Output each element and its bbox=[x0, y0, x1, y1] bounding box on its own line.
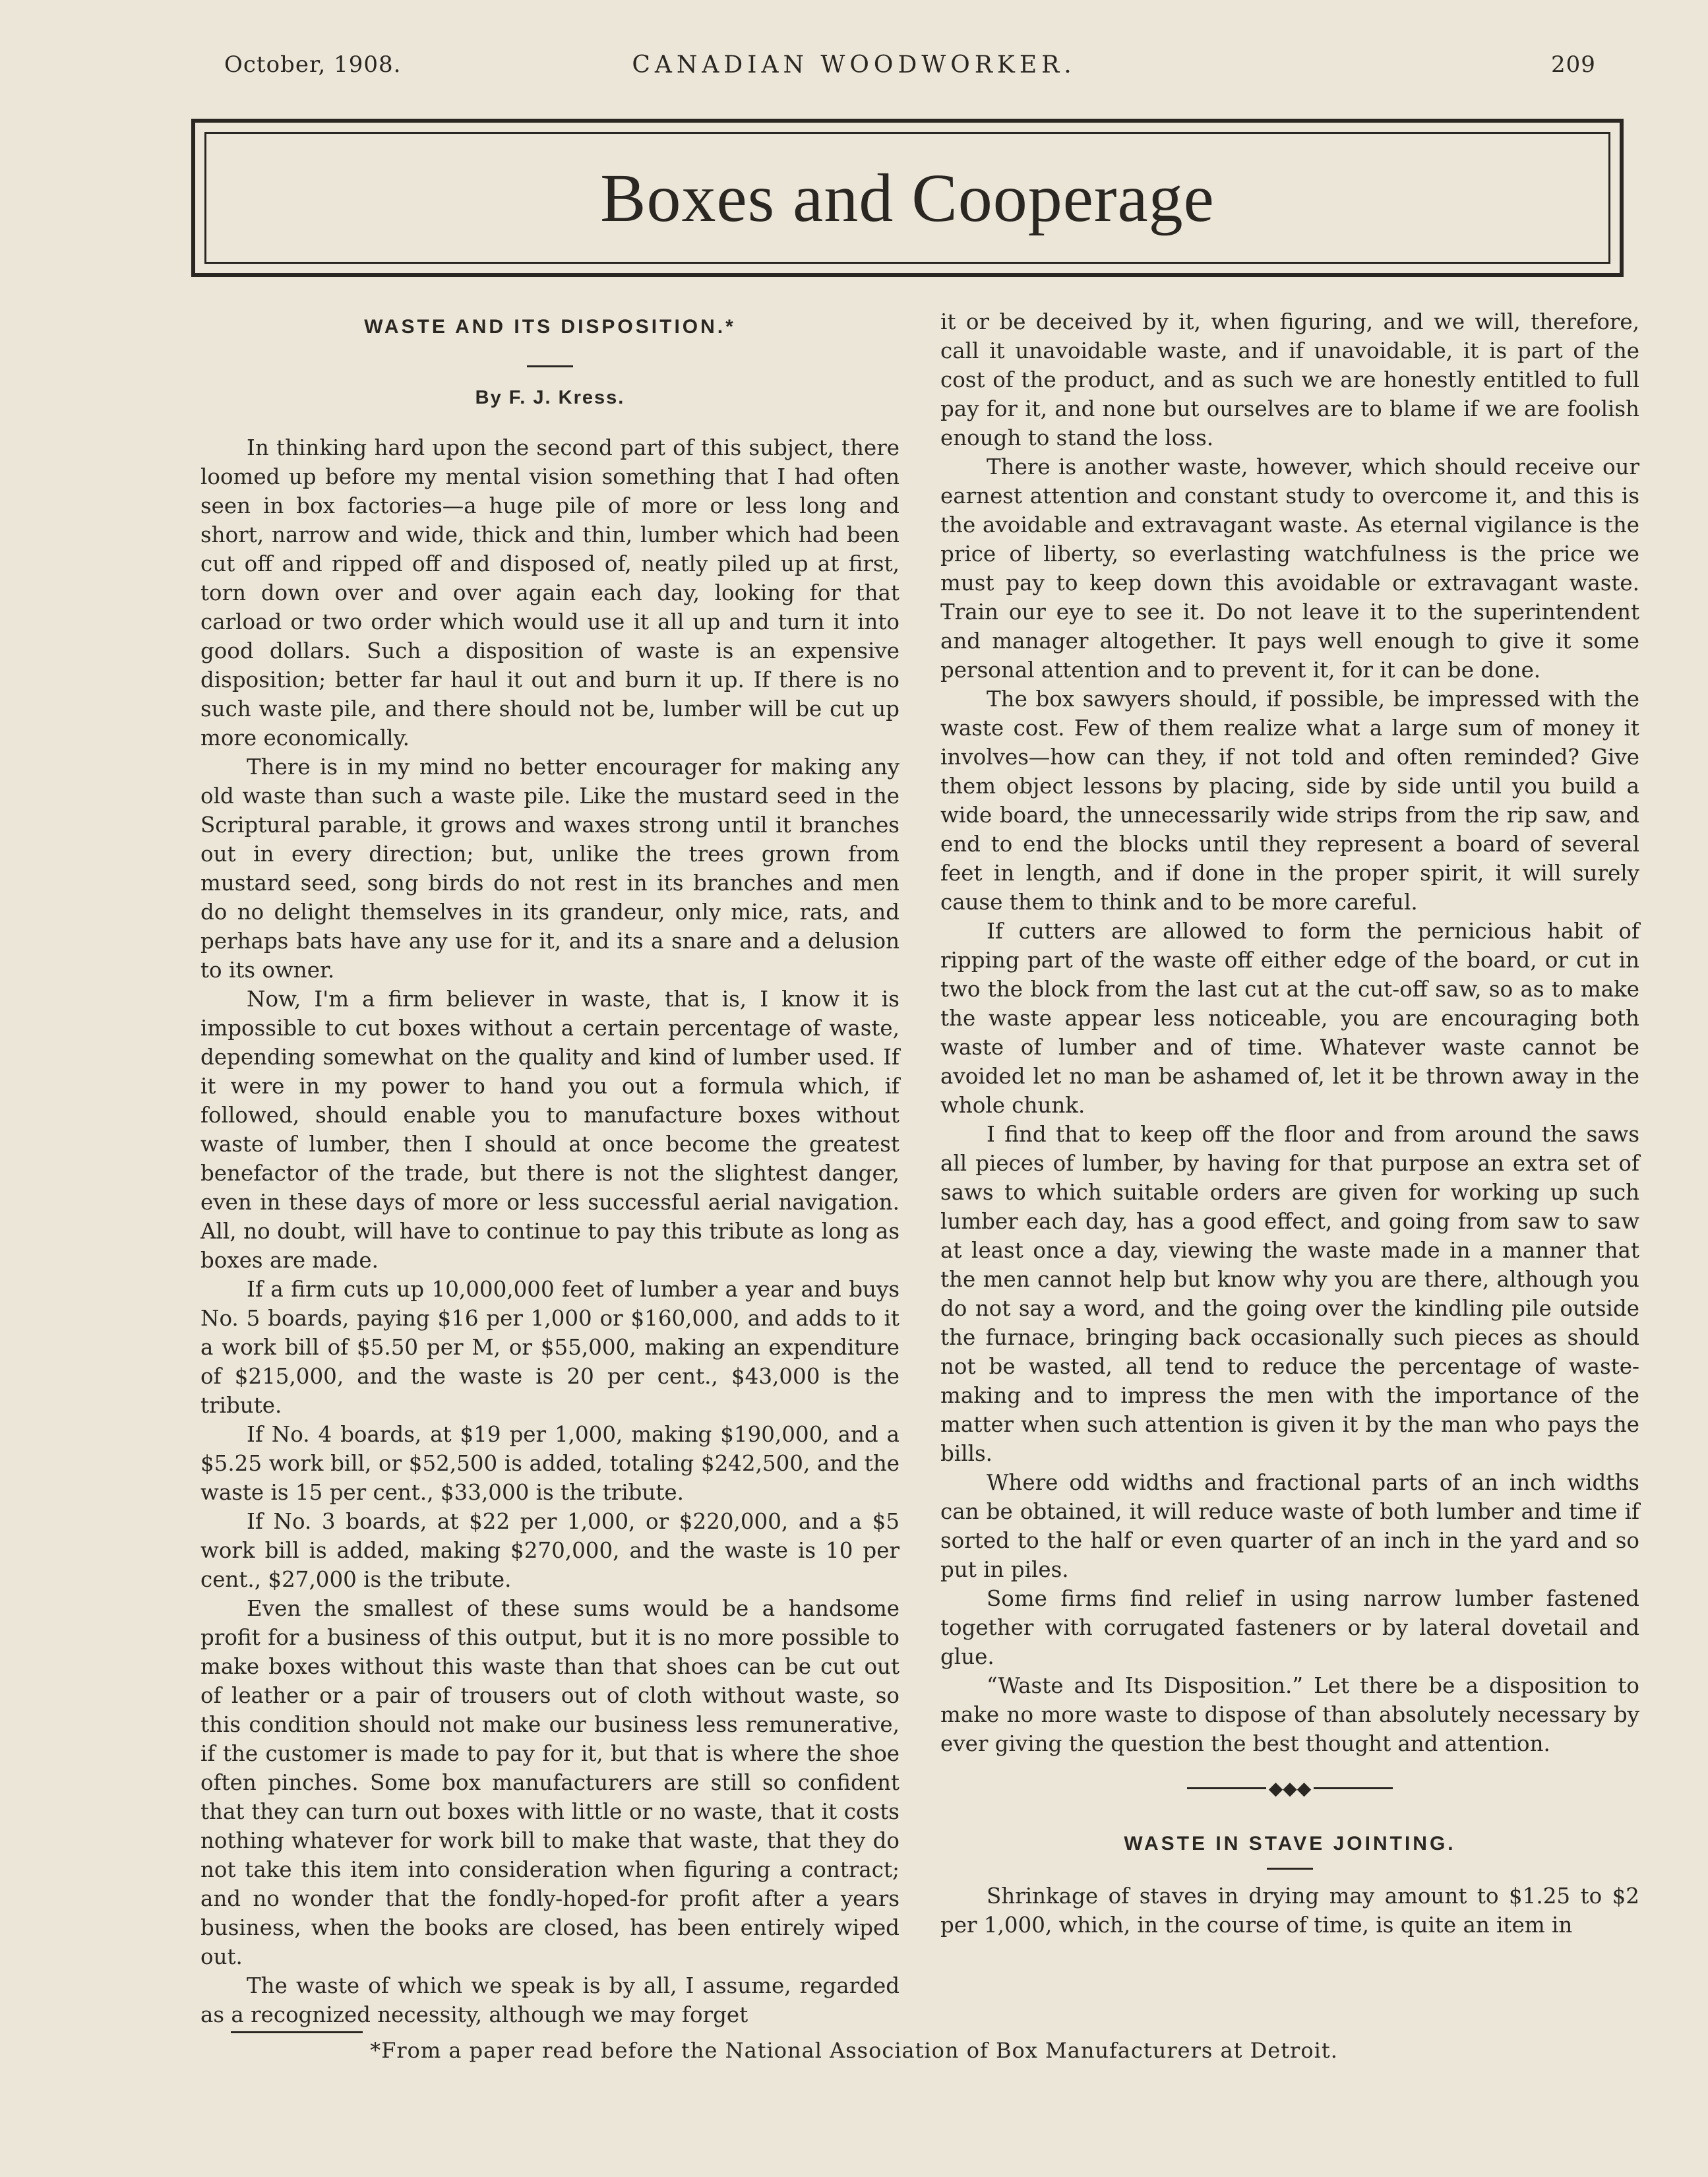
section-title: Boxes and Cooperage bbox=[600, 160, 1215, 236]
paragraph: Some firms find relief in using narrow lumber fastened together with corrugated fasteners or by lateral dovetail and glue. bbox=[940, 1586, 1639, 1669]
right-column bbox=[940, 307, 1639, 1940]
paragraph: Now, I'm a firm believer in waste, that is, I know it is impossible to cut boxes without a certain percentage of waste, depending somewhat on the quality and kind of lumber used. If it were in my power to hand you out a formula which, if followed, should enable you to manufacture boxes without waste of lumber, then I should at once become the greatest benefactor of the trade, but there is not the slightest danger, even in these days of more or less successful aerial navigation. All, no doubt, will have to continue to pay this tribute as long as boxes are made. bbox=[200, 987, 900, 1273]
paragraph: it or be deceived by it, when figuring, and we will, therefore, call it unavoidable waste, and if unavoidable, it is part of the cost of the product, and as such we are honestly entitled to full pay for it, and none but ourselves are to blame if we are foolish enough to stand the loss. bbox=[940, 309, 1639, 450]
paragraph: Where odd widths and fractional parts of an inch widths can be obtained, it will reduce waste of both lumber and time if sorted to the half or even quarter of an inch in the yard and so put in piles. bbox=[940, 1470, 1639, 1582]
section-banner bbox=[191, 119, 1624, 277]
paragraph: There is another waste, however, which should receive our earnest attention and constant study to overcome it, and this is the avoidable and extravagant waste. As eternal vigilance is the price of liberty, so everlasting watchfulness is the price we must pay to keep down this avoidable or extravagant waste. Train our eye to see it. Do not leave it to the superintendent and manager altogether. It pays well enough to give it some personal attention and to prevent it, for it can be done. bbox=[940, 454, 1639, 683]
paragraph: Even the smallest of these sums would be a handsome profit for a business of this output, but it is no more possible to make boxes without this waste than that shoes can be cut out of leather or a pair of trousers out of cloth without waste, so this condition should not make our business less remunerative, if the customer is made to pay for it, but that is where the shoe often pinches. Some box manufacturers are still so confident that they can turn out boxes with little or no waste, that it costs nothing whatever for work bill to make that waste, that they do not take this item into consideration when figuring a contract; and no wonder that the fondly-hoped-for profit after a years business, when the books are closed, has been entirely wiped out. bbox=[200, 1596, 900, 1969]
paragraph: If No. 3 boards, at $22 per 1,000, or $220,000, and a $5 work bill is added, making $270,000, and the waste is 10 per cent., $27,000 is the tribute. bbox=[200, 1509, 900, 1592]
paragraph: Shrinkage of staves in drying may amount to $1.25 to $2 per 1,000, which, in the course of time, is quite an item in bbox=[940, 1883, 1639, 1938]
footnote: *From a paper read before the National Association of Box Manufacturers at Detroit. bbox=[370, 2038, 1338, 2063]
paragraph: The waste of which we speak is by all, I assume, regarded as a recognized necessity, although we may forget bbox=[200, 1973, 900, 2027]
paragraph: If a firm cuts up 10,000,000 feet of lumber a year and buys No. 5 boards, paying $16 per 1,000 or $160,000, and adds to it a work bill of $5.50 per M, or $55,000, making an expenditure of $215,000, and the waste is 20 per cent., $43,000 is the tribute. bbox=[200, 1277, 900, 1418]
title-rule bbox=[1267, 1868, 1313, 1870]
article-title: WASTE IN STAVE JOINTING. bbox=[1124, 1832, 1456, 1855]
page-number: 209 bbox=[1551, 51, 1596, 78]
paragraph: The box sawyers should, if possible, be impressed with the waste cost. Few of them realize what a large sum of money it involves—how can they, if not told and often reminded? Give them object lessons by placing, side by side until you build a wide board, the unnecessarily wide strips from the rip saw, and end to end the blocks until they represent a board of several feet in length, and if done in the proper spirit, it will surely cause them to think and to be more careful. bbox=[940, 687, 1639, 915]
paragraph: If No. 4 boards, at $19 per 1,000, making $190,000, and a $5.25 work bill, or $52,500 is added, totaling $242,500, and the waste is 15 per cent., $33,000 is the tribute. bbox=[200, 1422, 900, 1505]
paragraph: There is in my mind no better encourager for making any old waste than such a waste pile. Like the mustard seed in the Scriptural parable, it grows and waxes strong until it branches out in every direction; but, unlike the trees grown from mustard seed, song birds do not rest in its branches and men do no delight themselves in its grandeur, only mice, rats, and perhaps bats have any use for it, and its a snare and a delusion to its owner. bbox=[200, 754, 900, 983]
article-title: WASTE AND ITS DISPOSITION.* bbox=[364, 316, 736, 338]
section-divider-ornament: ◆◆◆ bbox=[940, 1773, 1639, 1803]
footnote-rule bbox=[231, 2031, 363, 2033]
paragraph: “Waste and Its Disposition.” Let there be a disposition to make no more waste to dispose of than absolutely necessary by ever giving the question the best thought and attention. bbox=[940, 1673, 1639, 1756]
paragraph: I find that to keep off the floor and from around the saws all pieces of lumber, by having for that purpose an extra set of saws to which suitable orders are given for working up such lumber each day, has a good effect, and going from saw to saw at least once a day, viewing the waste made in a manner that the men cannot help but know why you are there, although you do not say a word, and the going over the kindling pile outside the furnace, bringing back occasionally such pieces as should not be wasted, all tend to reduce the percentage of waste-making and to impress the men with the importance of the matter when such attention is given it by the man who pays the bills. bbox=[940, 1122, 1639, 1466]
issue-date: October, 1908. bbox=[224, 51, 402, 78]
publication-name: CANADIAN WOODWORKER. bbox=[632, 51, 1076, 78]
paragraph: In thinking hard upon the second part of this subject, there loomed up before my mental vision something that I had often seen in box factories—a huge pile of more or less long and short, narrow and wide, thick and thin, lumber which had been cut off and ripped off and disposed of, neatly piled up at first, torn down over and over again each day, looking for that carload or two order which would use it all up and turn it into good dollars. Such a disposition of waste is an expensive disposition; better far haul it out and burn it up. If there is no such waste pile, and there should not be, lumber will be cut up more economically. bbox=[200, 435, 900, 751]
left-column bbox=[200, 307, 900, 2029]
article-byline: By F. J. Kress. bbox=[200, 365, 900, 412]
paragraph: If cutters are allowed to form the pernicious habit of ripping part of the waste off either edge of the board, or cut in two the block from the last cut at the cut-off saw, so as to make the waste appear less noticeable, you are encouraging both waste of lumber and of time. Whatever waste cannot be avoided let no man be ashamed of, let it be thrown away in the whole chunk. bbox=[940, 919, 1639, 1118]
section-banner-inner bbox=[204, 132, 1610, 264]
